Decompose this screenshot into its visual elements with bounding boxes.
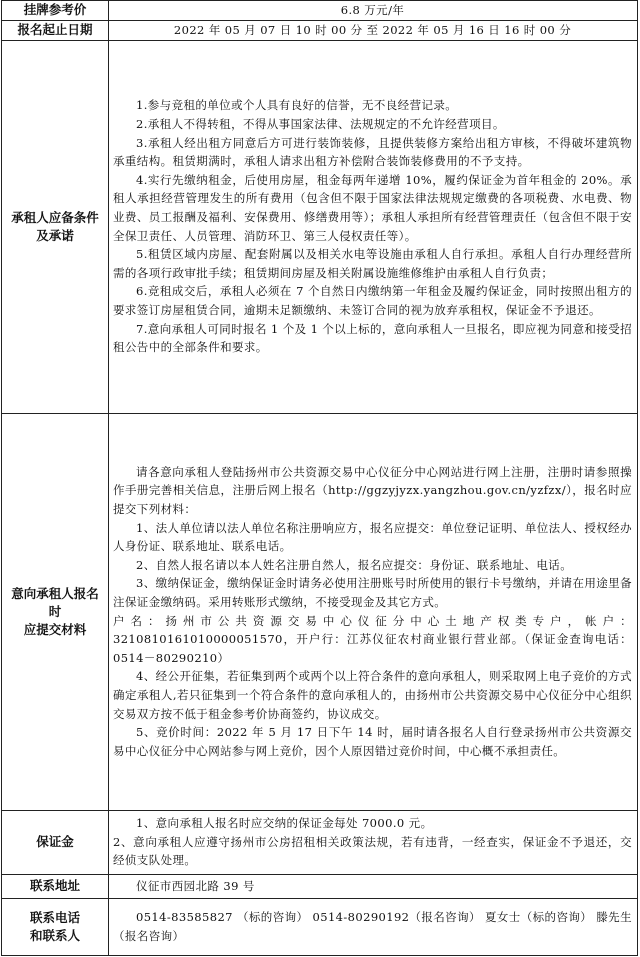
conditions-label-line1: 承租人应备条件 [11, 209, 99, 225]
address-label: 联系地址 [2, 874, 109, 898]
condition-item: 2.承租人不得转租，不得从事国家法律、法规规定的不允许经营项目。 [136, 117, 505, 132]
materials-label-line3: 应提交材料 [23, 621, 87, 637]
listing-table [1, 0, 638, 956]
contact-label [2, 898, 109, 955]
contact-text: 0514-83585827 （标的咨询） 0514-80290192（报名咨询） 夏女士（标的咨询） 滕先生（报名咨询） [113, 910, 632, 943]
materials-label-line2: 时 [48, 603, 62, 619]
materials-content [109, 413, 638, 810]
deposit-item1: 1、意向承租人报名时应交纳的保证金每处 7000.0 元。 [136, 816, 433, 831]
materials-intro: 请各意向承租人登陆扬州市公共资源交易中心仪征分中心网站进行网上注册，注册时请参照操作手册完善相关信息，注册后网上报名（http://ggzyjyzx.yangzhou.gov.cn/yzfzx/），报名时应提交下列材料： [113, 464, 632, 517]
materials-label-line1: 意向承租人报名 [11, 585, 99, 601]
period-value: 2022 年 05 月 07 日 10 时 00 分 至 2022 年 05 月 16 日 16 时 00 分 [109, 20, 638, 40]
condition-item: 7.意向承租人可同时报名 1 个及 1 个以上标的，意向承租人一旦报名，即应视为同意和接受招租公告中的全部条件和要求。 [113, 321, 632, 355]
conditions-label-line2: 及承诺 [36, 227, 74, 243]
address-text: 仪征市西园北路 39 号 [136, 878, 255, 893]
deposit-label: 保证金 [2, 810, 109, 874]
materials-item3: 3、缴纳保证金，缴纳保证金时请务必使用注册账号时所使用的银行卡号缴纳，并请在用途里备注保证金缴纳码。采用转账形式缴纳，不接受现金及其它方式。 [113, 576, 632, 609]
condition-item: 6.竞租成交后，承租人必须在 7 个自然日内缴纳第一年租金及履约保证金，同时按照出租方的要求签订房屋租赁合同，逾期未足额缴纳、未签订合同的视为放弃承租权，保证金不予退还。 [113, 284, 632, 317]
contact-label-line2: 和联系人 [29, 927, 80, 943]
contact-value [109, 898, 638, 955]
conditions-label [2, 40, 109, 413]
deposit-row [2, 810, 638, 874]
materials-item2: 2、自然人报名请以本人姓名注册自然人，报名应提交：身份证、联系地址、电话。 [136, 557, 573, 572]
contact-label-line1: 联系电话 [29, 909, 80, 925]
deposit-content [109, 810, 638, 874]
price-value: 6.8 万元/年 [109, 1, 638, 21]
address-value [109, 874, 638, 898]
period-row [2, 20, 638, 40]
materials-row [2, 413, 638, 810]
materials-item1: 1、法人单位请以法人单位名称注册响应方，报名应提交：单位登记证明、单位法人、授权经办人身份证、联系地址、联系电话。 [113, 520, 632, 554]
conditions-content [109, 40, 638, 413]
materials-item4: 4、经公开征集，若征集到两个或两个以上符合条件的意向承租人，则采取网上电子竞价的方式确定承租人,若只征集到一个符合条件的意向承租人的，由扬州市公共资源交易中心仪征分中心组织交易双方按不低于租金参考价协商签约，协议成交。 [113, 669, 632, 721]
condition-item: 1.参与竞租的单位或个人具有良好的信誉，无不良经营记录。 [136, 98, 458, 113]
materials-account: 户名：扬州市公共资源交易中心仪征分中心土地产权类专户，帐户：3210810161010000051570，开户行：江苏仪征农村商业银行营业部。（保证金查询电话：0514－80290210） [113, 613, 632, 665]
period-label: 报名起止日期 [2, 20, 109, 40]
condition-item: 5.租赁区域内房屋、配套附属以及相关水电等设施由承租人自行承担。承租人自行办理经营所需的各项行政审批手续；租赁期间房屋及相关附属设施维修维护由承租人自行负责； [113, 247, 632, 280]
contact-row [2, 898, 638, 955]
price-row [2, 1, 638, 21]
materials-item5: 5、竞价时间：2022 年 5 月 17 日下午 14 时，届时请各报名人自行登录扬州市公共资源交易中心仪征分中心网站参与网上竞价，因个人原因错过竞价时间，中心概不承担责任。 [113, 725, 632, 758]
materials-label [2, 413, 109, 810]
conditions-row [2, 40, 638, 413]
address-row [2, 874, 638, 898]
price-label: 挂牌参考价 [2, 1, 109, 21]
condition-item: 4.实行先缴纳租金，后使用房屋，租金每两年递增 10%，履约保证金为首年租金的 20%。承租人承担经营管理发生的所有费用（包含但不限于国家法律法规规定缴费的各项税费、水电费、物业费、员工报酬及福利、安保费用、修缮费用等）；承租人承担所有经营管理责任（包含但不限于安全保卫责任、人员管理、消防环卫、第三人侵权责任等）。 [113, 172, 632, 243]
condition-item: 3.承租人经出租方同意后方可进行装饰装修，且提供装修方案给出租方审核，不得破坏建筑物承重结构。租赁期满时，承租人请求出租方补偿附合装饰装修费用的不予支持。 [113, 135, 632, 169]
deposit-item2: 2、意向承租人应遵守扬州市公房招租相关政策法规，若有违背，一经查实，保证金不予退还，交经侦支队处理。 [113, 834, 632, 868]
